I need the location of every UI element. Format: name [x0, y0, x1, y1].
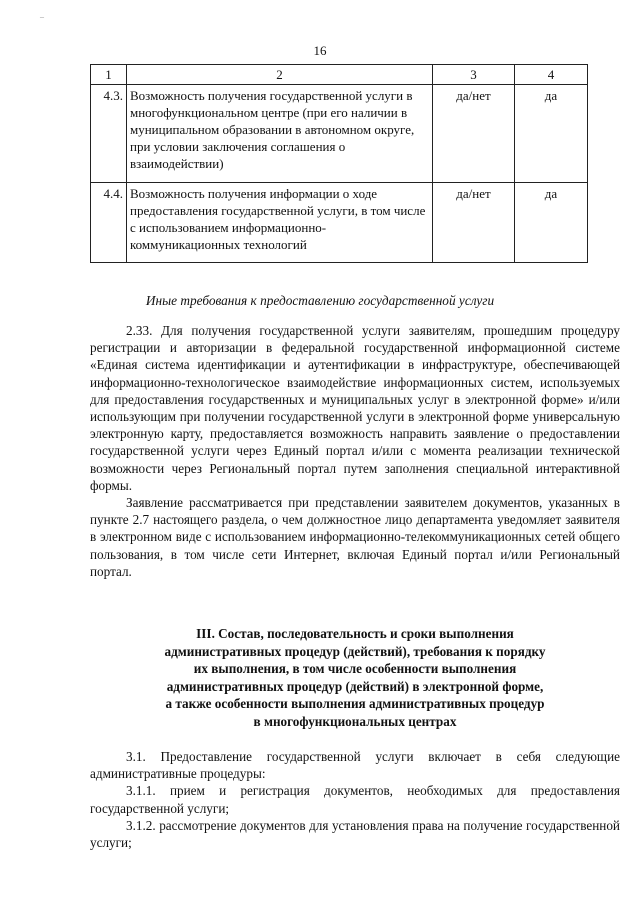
list-item: 3.1.2. рассмотрение документов для установления права на получение государственной услуги; [90, 817, 620, 851]
paragraph-application: Заявление рассматривается при представлении заявителем документов, указанных в пункте 2.7 настоящего раздела, о чем должностное лицо департамента уведомляет заявителя в электронном виде с использованием информационно-телекоммуникационных сетей общего пользования, в том числе сети Интернет, включая Единый портал и/или Региональный портал. [90, 495, 620, 579]
section-heading-line: III. Состав, последовательность и сроки выполнения [196, 626, 514, 641]
section-heading-line: их выполнения, в том числе особенности выполнения [193, 661, 517, 677]
section-heading-line: административных процедур (действий) в электронной форме, [166, 678, 544, 694]
header-cell: 4 [515, 65, 588, 85]
row-number: 4.3. [91, 85, 127, 183]
list-item: 3.1.1. прием и регистрация документов, необходимых для предоставления государственной услуги; [90, 783, 620, 816]
table-row [91, 85, 588, 183]
header-cell: 2 [127, 65, 433, 85]
row-number: 4.4. [91, 183, 127, 263]
section-heading-line: административных процедур (действий), требования к порядку [164, 643, 546, 659]
row-text: Возможность получения государственной услуги в многофункциональном центре (при его наличии в муниципальном образовании в автономном округе, при условии заключения соглашения о взаимодействии) [127, 85, 433, 183]
paragraph-2-33: 2.33. Для получения государственной услуги заявителям, прошедшим процедуру регистрации и авторизации в федеральной государственной информационной системе «Единая система идентификации и аутентификации в инфраструктуре, обеспечивающей информационно-технологическое взаимодействие информационных систем, используемых для предоставления государственных и муниципальных услуг в электронной форме» и/или использующим при получении государственной услуги в электронной форме универсальную электронную карту, предоставляется возможность направить заявление о предоставлении государственной услуги через Единый портал и/или с момента реализации технической возможности через Региональный портал путем заполнения специальной интерактивной формы. [90, 323, 620, 493]
row-col3: да/нет [433, 183, 515, 263]
paragraph-block [90, 322, 620, 580]
requirements-table [90, 64, 588, 263]
row-col4: да [515, 183, 588, 263]
section-heading-line: а также особенности выполнения административных процедур [165, 696, 545, 712]
table-header-row [91, 65, 588, 85]
corner-mark: – [40, 12, 44, 21]
row-col3: да/нет [433, 85, 515, 183]
list-item: 3.1. Предоставление государственной услуги включает в себя следующие административные процедуры: [90, 749, 620, 782]
table-row [91, 183, 588, 263]
header-cell: 1 [91, 65, 127, 85]
row-col4: да [515, 85, 588, 183]
subheading: Иные требования к предоставлению государственной услуги [145, 293, 495, 308]
section-heading [90, 625, 620, 731]
section-heading-line: в многофункциональных центрах [253, 713, 457, 729]
procedures-list [90, 748, 620, 851]
page-number: 16 [313, 43, 327, 58]
row-text: Возможность получения информации о ходе предоставления государственной услуги, в том числе с использованием информационно-коммуникационных технологий [127, 183, 433, 263]
header-cell: 3 [433, 65, 515, 85]
